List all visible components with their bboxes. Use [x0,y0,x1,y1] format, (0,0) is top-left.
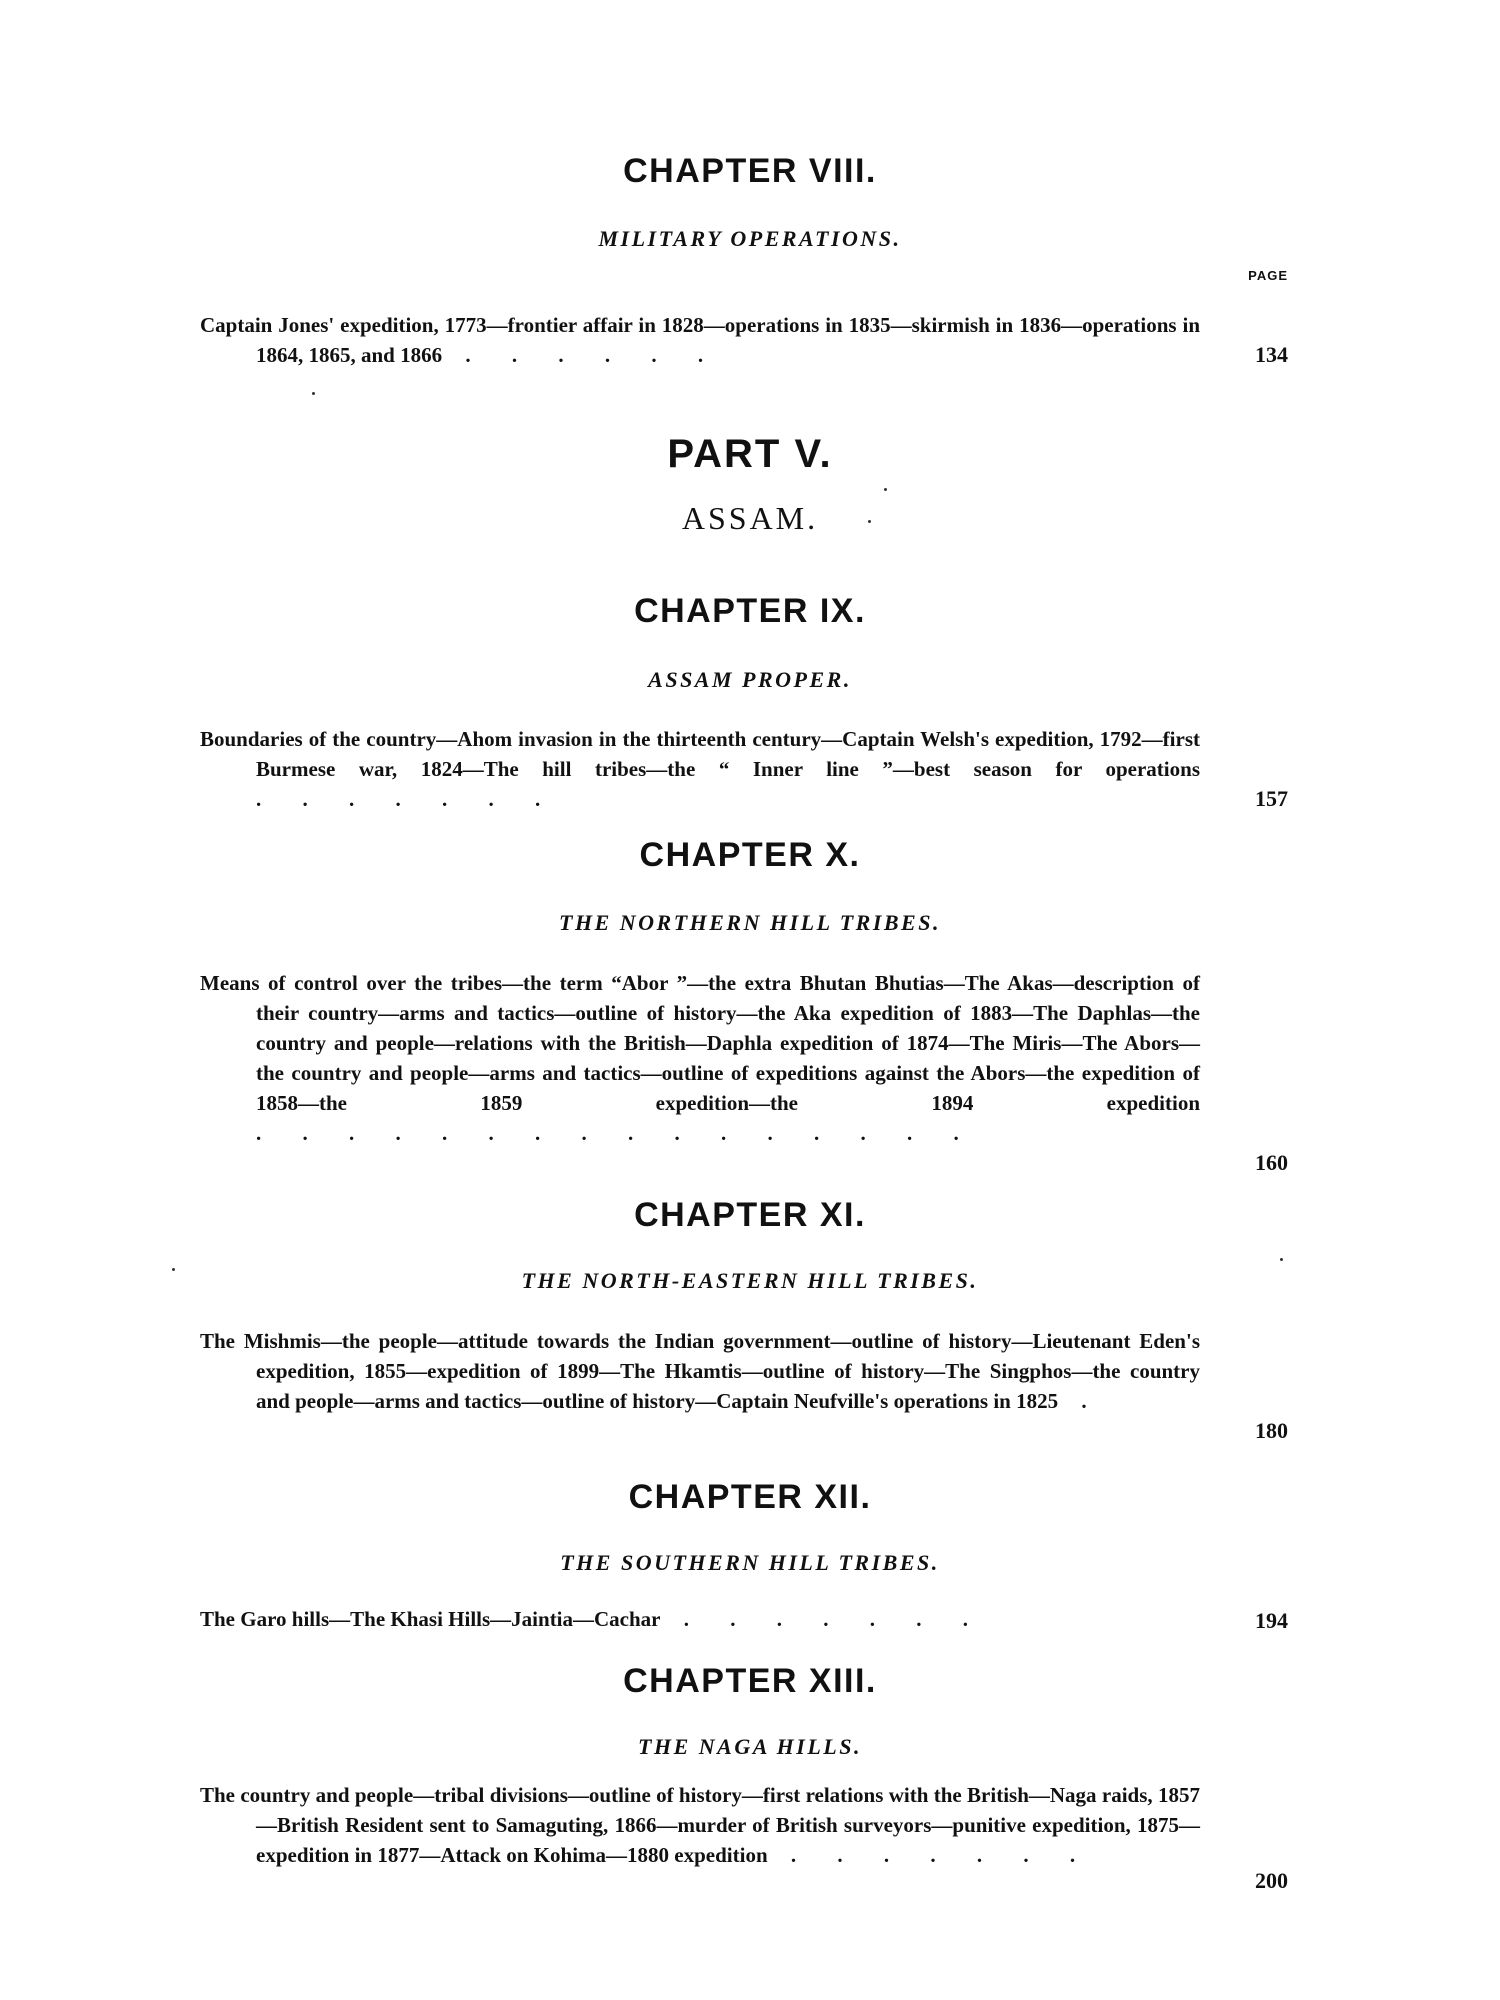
chapter-13-subtitle: THE NAGA HILLS. [638,1734,862,1759]
chapter-13-heading: CHAPTER XIII. [623,1662,877,1700]
chapter-9-entry [200,724,1200,814]
chapter-10-subtitle: THE NORTHERN HILL TRIBES. [559,910,941,935]
chapter-13-page-number: 200 [1255,1868,1288,1893]
chapter-11-entry-text: The Mishmis—the people—attitude towards the Indian government—outline of history—Lieutenant Eden's expedition, 1855—expedition of 1899—The Hkamtis—outline of history—The Singphos—the country and people—arms and tactics—outline of history—Captain Neufville's operations in 1825 [200,1329,1200,1413]
chapter-10-entry [200,968,1200,1148]
chapter-12-page-number: 194 [1255,1608,1288,1633]
chapter-9-page-number: 157 [1255,786,1288,811]
chapter-10-page-number: 160 [1255,1150,1288,1175]
chapter-8-entry [200,310,1200,370]
chapter-11-entry [200,1326,1200,1416]
dot-leader: . . . . . . . [767,1843,1094,1867]
part-5-subtitle: ASSAM. [681,500,819,536]
chapter-8-entry-text: Captain Jones' expedition, 1773—frontier affair in 1828—operations in 1835—skirmish in 1836—operations in 1864, 1865, and 1866 [200,313,1200,367]
chapter-9-heading: CHAPTER IX. [634,592,866,630]
scan-speck [868,520,871,523]
chapter-10-entry-text: Means of control over the tribes—the term “Abor ”—the extra Bhutan Bhutias—The Akas—description of their country—arms and tactics—outline of history—the Aka expedition of 1883—The Daphlas—the country and people—relations with the British—Daphla expedition of 1874—The Miris—The Abors—the country and people—arms and tactics—outline of expeditions against the Abors—the expedition of 1858—the 1859 expedition—the 1894 expedition [200,971,1200,1115]
chapter-9-entry-text: Boundaries of the country—Ahom invasion in the thirteenth century—Captain Welsh's expedition, 1792—first Burmese war, 1824—The hill tribes—the “ Inner line ”—best season for operations [200,727,1200,781]
chapter-8-heading: CHAPTER VIII. [623,152,877,190]
dot-leader: . . . . . . . [256,787,559,811]
chapter-11-heading: CHAPTER XI. [634,1196,866,1234]
chapter-11-page-number: 180 [1255,1418,1288,1443]
chapter-8-subtitle: MILITARY OPERATIONS. [598,226,902,251]
scan-speck [1280,1258,1283,1261]
part-5-heading: PART V. [667,432,833,476]
chapter-8-page-number: 134 [1255,342,1288,367]
dot-leader: . . . . . . [442,343,722,367]
chapter-12-subtitle: THE SOUTHERN HILL TRIBES. [560,1550,940,1575]
chapter-12-entry [200,1604,1200,1634]
chapter-9-subtitle: ASSAM PROPER. [648,667,852,692]
page-column-label: PAGE [1248,268,1288,283]
scan-speck [312,392,315,395]
dot-leader: . . . . . . . . . . . . . . . . [256,1121,977,1145]
chapter-13-entry [200,1780,1200,1870]
chapter-12-heading: CHAPTER XII. [628,1478,872,1516]
chapter-13-entry-text: The country and people—tribal divisions—outline of history—first relations with the British—Naga raids, 1857—British Resident sent to Samaguting, 1866—murder of British surveyors—punitive expedition, 1875—expedition in 1877—Attack on Kohima—1880 expedition [200,1783,1200,1867]
scan-speck [172,1268,175,1271]
chapter-12-entry-text: The Garo hills—The Khasi Hills—Jaintia—Cachar [200,1607,661,1631]
dot-leader: . . . . . . . [660,1607,987,1631]
scan-speck [884,488,887,491]
chapter-11-subtitle: THE NORTH-EASTERN HILL TRIBES. [521,1268,979,1293]
dot-leader: . [1058,1389,1105,1413]
chapter-10-heading: CHAPTER X. [639,836,861,874]
